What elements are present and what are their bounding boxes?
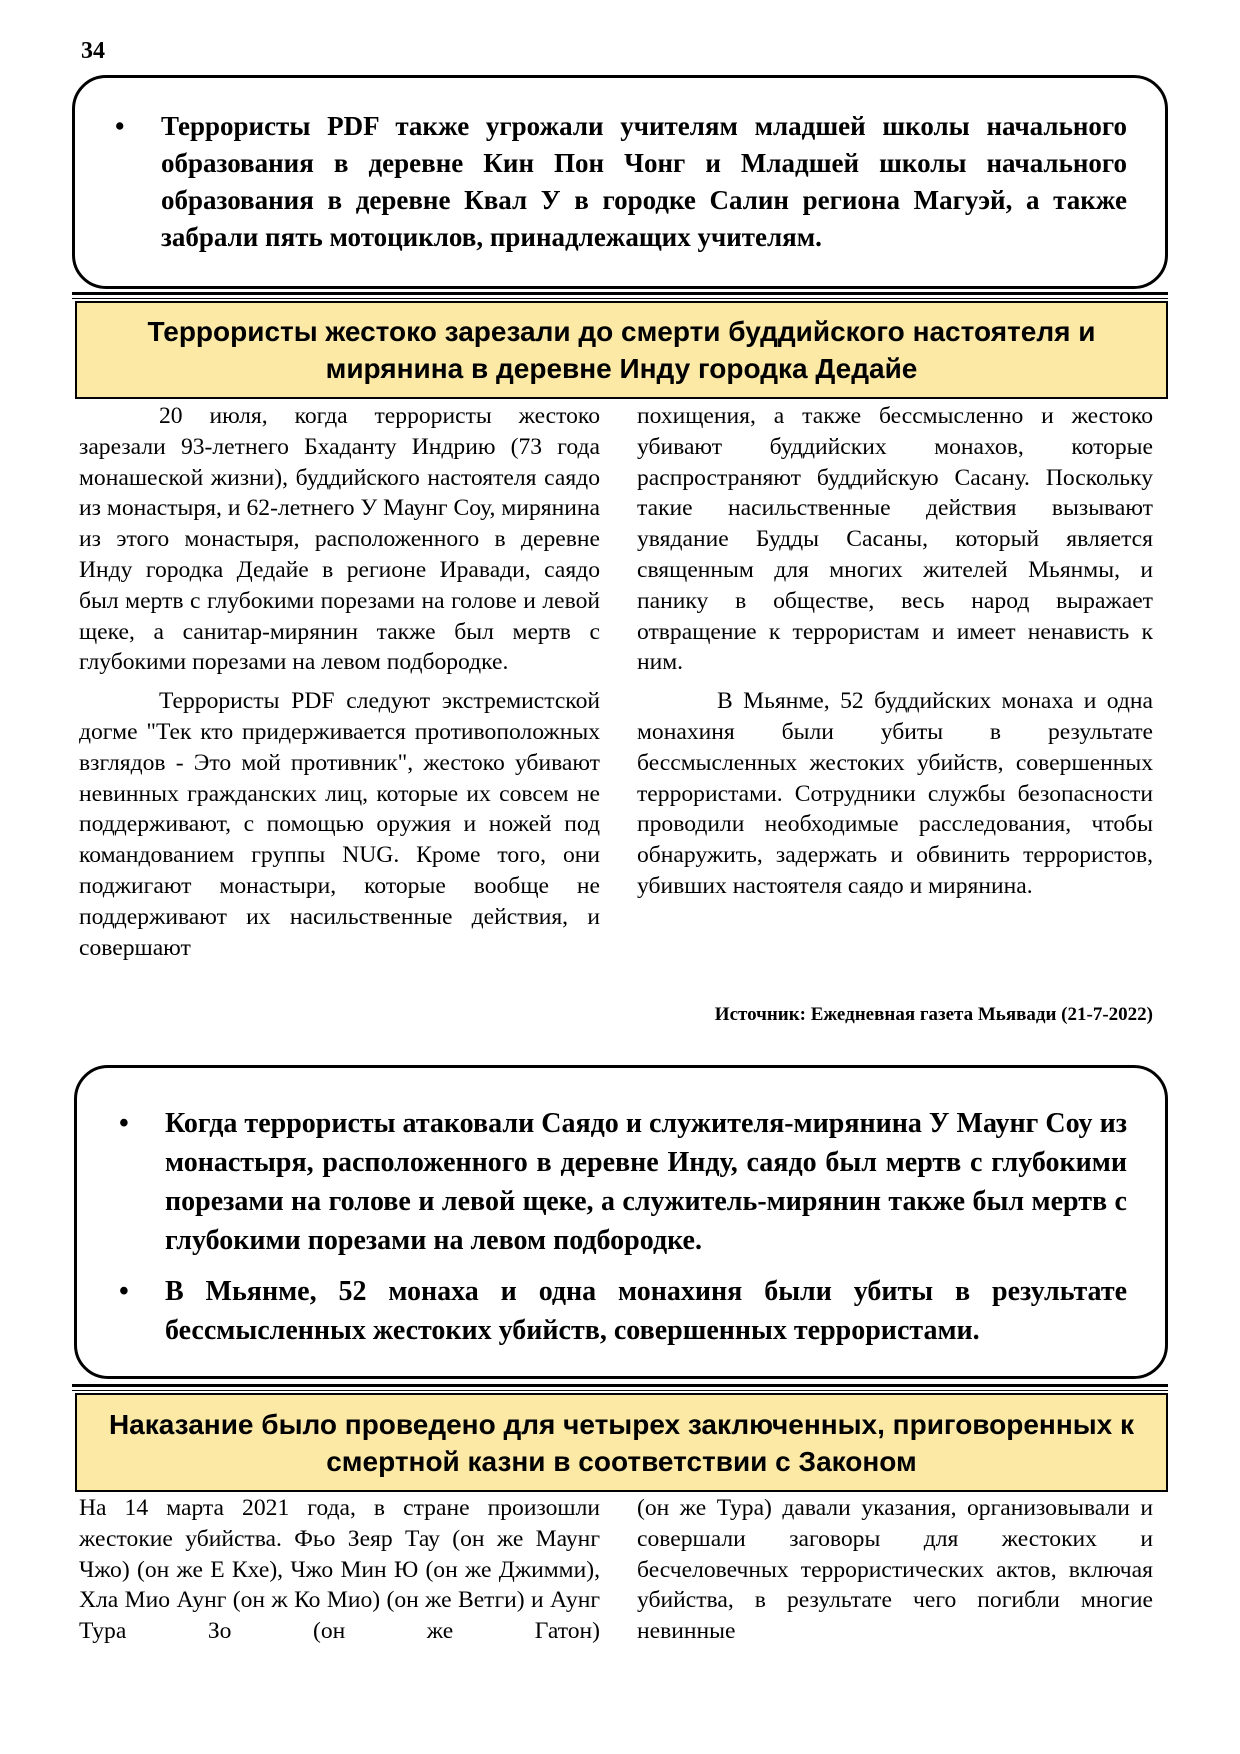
section-divider <box>72 292 1168 299</box>
article-paragraph: В Мьянме, 52 буддийских монаха и одна монахиня были убиты в результате бессмысленных жестоких убийств, совершенных террористами. Сотрудники службы безопасности проводили необходимые расследования, чтобы обнаружить, задержать и обвинить террористов, убивших настоятеля саядо и мирянина. <box>637 688 1153 899</box>
article-1-left-column <box>79 401 600 963</box>
summary-box-top <box>72 75 1168 289</box>
article-paragraph: 20 июля, когда террористы жестоко зарезали 93-летнего Бхаданту Индрию (73 года монашеской жизни), буддийского настоятеля саядо из монастыря, и 62-летнего У Маунг Соу, мирянина из этого монастыря, расположенного в деревне Инду городка Дедайе в регионе Иравади, саядо был мертв с глубокими порезами на голове и левой щеке, а санитар-мирянин также был мертв с глубокими порезами на левом подбородке. <box>79 403 600 676</box>
summary-box-middle <box>74 1065 1168 1379</box>
article-headline-executions: Наказание было проведено для четырех заключенных, приговоренных к смертной казни в соответствии с Законом <box>75 1393 1168 1492</box>
summary-bullet: • Когда террористы атаковали Саядо и служителя-мирянина У Маунг Соу из монастыря, расположенного в деревне Инду, саядо был мертв с глубокими порезами на голове и левой щеке, а служитель-мирянин также был мертв с глубокими порезами на левом подбородке. <box>109 1104 1127 1260</box>
article-source: Источник: Ежедневная газета Мьявади (21-7-2022) <box>714 1004 1153 1025</box>
article-2-left-column <box>79 1493 600 1647</box>
page-number: 34 <box>81 38 105 64</box>
article-headline-monk-killing: Террористы жестоко зарезали до смерти буддийского настоятеля и мирянина в деревне Инду городка Дедайе <box>75 301 1168 399</box>
article-paragraph: похищения, а также бессмысленно и жестоко убивают буддийских монахов, которые распространяют буддийскую Сасану. Поскольку такие насильственные действия вызывают увядание Будды Сасаны, который является священным для многих жителей Мьянмы, и панику в обществе, весь народ выражает отвращение к террористам и имеет ненависть к ним. <box>637 403 1153 676</box>
summary-list-middle <box>109 1104 1127 1350</box>
summary-bullet: • В Мьянме, 52 монаха и одна монахиня были убиты в результате бессмысленных жестоких убийств, совершенных террористами. <box>109 1272 1127 1350</box>
article-paragraph: (он же Тура) давали указания, организовывали и совершали заговоры для жестоких и бесчеловечных террористических актов, включая убийства, в результате чего погибли многие невинные <box>637 1495 1153 1645</box>
article-1-right-column <box>637 401 1153 902</box>
section-divider <box>72 1384 1168 1391</box>
article-2-right-column <box>637 1493 1153 1647</box>
summary-list-top <box>105 108 1127 256</box>
article-paragraph: На 14 марта 2021 года, в стране произошли жестокие убийства. Фьо Зеяр Тау (он же Маунг Чжо) (он же Е Кхе), Чжо Мин Ю (он же Джимми), Хла Мио Аунг (он ж Ко Мио) (он же Ветги) и Аунг Тура Зо (он же Гатон) <box>79 1495 600 1645</box>
article-paragraph: Террористы PDF следуют экстремистской догме "Тек кто придерживается противоположных взглядов - Это мой противник", жестоко убивают невинных гражданских лиц, которые их совсем не поддерживают, с помощью оружия и ножей под командованием группы NUG. Кроме того, они поджигают монастыри, которые вообще не поддерживают их насильственные действия, и совершают <box>79 688 600 961</box>
summary-bullet: • Террористы PDF также угрожали учителям младшей школы начального образования в деревне Кин Пон Чонг и Младшей школы начального образования в деревне Квал У в городке Салин региона Магуэй, а также забрали пять мотоциклов, принадлежащих учителям. <box>105 108 1127 256</box>
